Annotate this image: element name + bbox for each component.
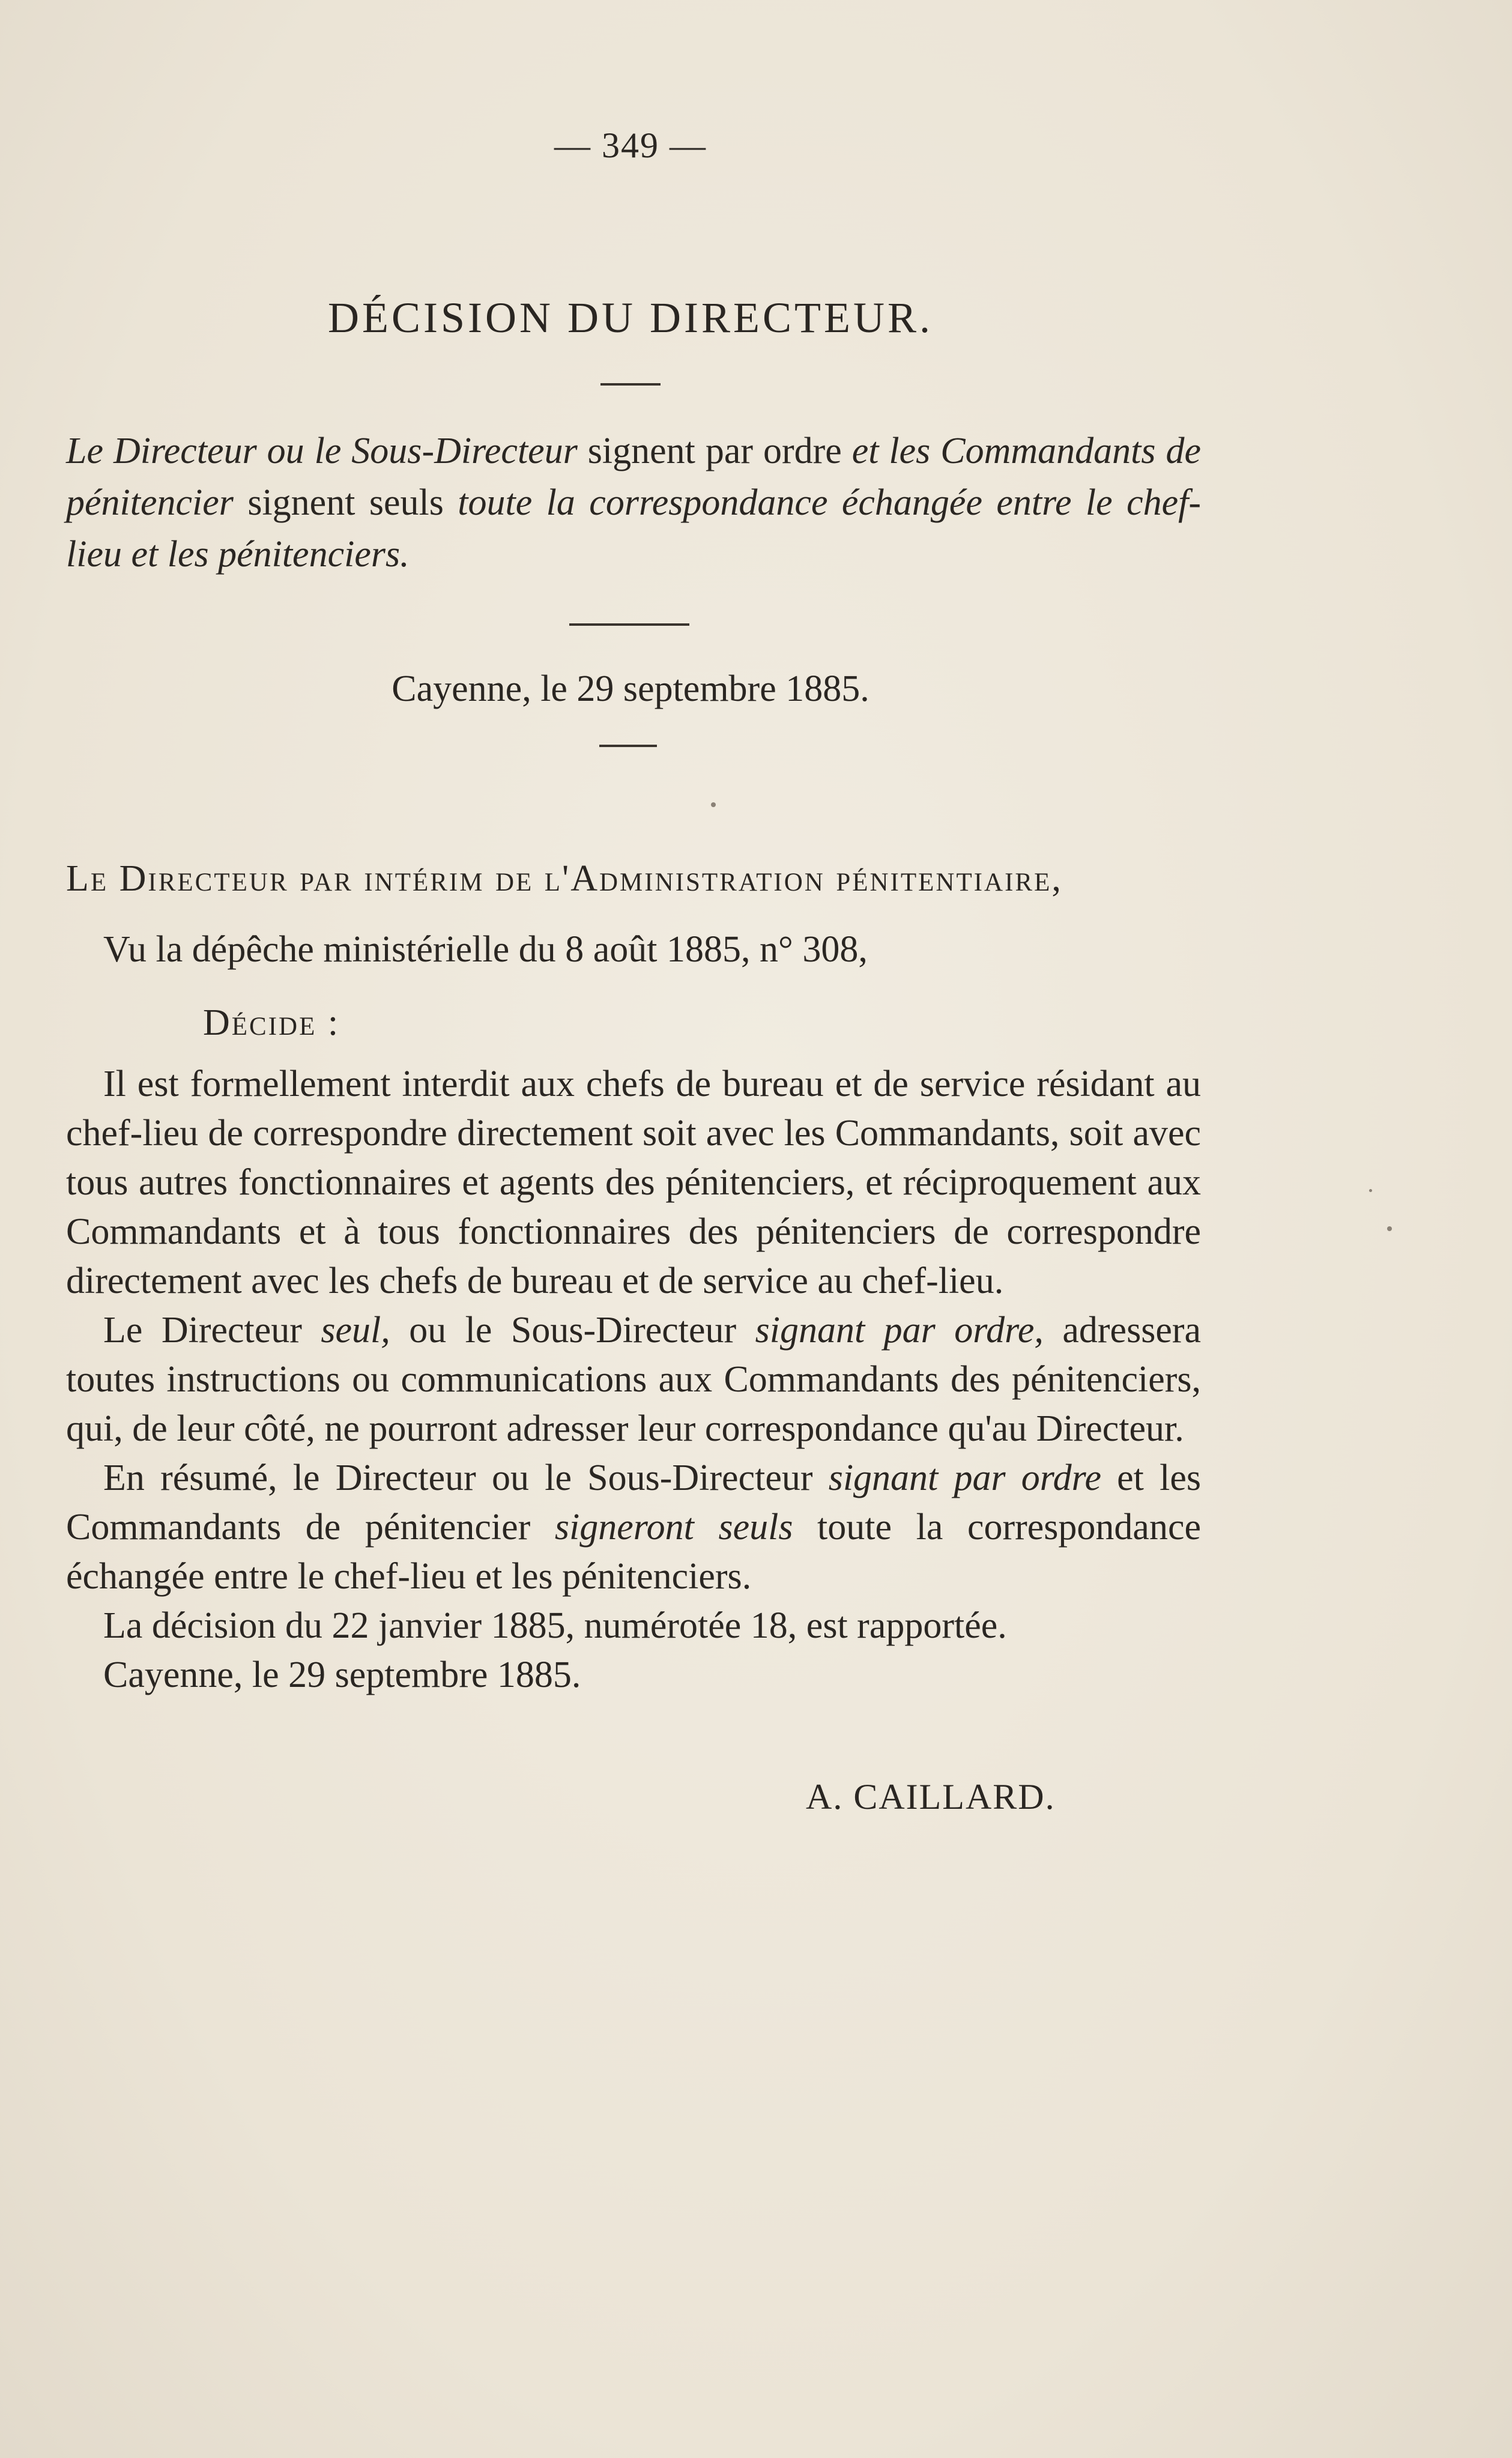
summary-part-3: et les Commandants de pénitencier <box>66 431 1201 523</box>
summary-part-1: Le Directeur ou le Sous-Directeur <box>66 431 578 471</box>
p3-part-4: signeront seuls <box>554 1507 793 1548</box>
summary-part-2: signent par ordre <box>577 431 852 471</box>
p2-part-2: seul, <box>321 1310 390 1351</box>
p3-part-3: et les Commandants de pénitencier <box>66 1458 1201 1548</box>
p2-part-3: ou le Sous-Directeur <box>390 1310 755 1351</box>
p2-part-5: adressera toutes instructions ou communications aux Commandants des pénitenciers, qui, de leur côté, ne pourront adresser leur correspondance qu'au Directeur. <box>66 1310 1202 1449</box>
body-paragraph-5: Cayenne, le 29 septembre 1885. <box>103 1654 581 1695</box>
date-rule <box>599 745 657 747</box>
body-paragraph-4: La décision du 22 janvier 1885, numérotée 18, est rapportée. <box>103 1605 1007 1646</box>
signature: A. CAILLARD. <box>806 1777 1056 1817</box>
page-number: — 349 — <box>554 126 707 165</box>
summary-part-5: toute la correspondance échangée entre le chef-lieu et les pénitenciers. <box>66 482 1201 575</box>
p3-part-2: signant par ordre <box>828 1458 1101 1498</box>
p2-part-1: Le Directeur <box>103 1310 321 1351</box>
body-paragraph-3 <box>66 1453 1201 1601</box>
paper-speck <box>711 802 716 807</box>
decision-body <box>66 1059 1201 1700</box>
summary-rule <box>569 623 689 626</box>
p2-part-4: signant par ordre, <box>755 1310 1044 1351</box>
title-rule <box>600 383 661 386</box>
decide-heading: Décide : <box>203 1002 340 1043</box>
p3-part-5: toute la correspondance échangée entre le chef-lieu et les pénitenciers. <box>66 1507 1201 1597</box>
vu-clause: Vu la dépêche ministérielle du 8 août 1885, n° 308, <box>103 929 868 970</box>
place-date-header: Cayenne, le 29 septembre 1885. <box>392 668 869 709</box>
decision-summary <box>66 425 1201 580</box>
decision-title: DÉCISION DU DIRECTEUR. <box>328 294 933 342</box>
summary-part-4: signent seuls <box>233 482 458 523</box>
authority-line: Le Directeur par intérim de l'Administration pénitentiaire, <box>66 858 1063 899</box>
p3-part-1: En résumé, le Directeur ou le Sous-Directeur <box>103 1458 829 1498</box>
body-paragraph-1: Il est formellement interdit aux chefs de bureau et de service résidant au chef-lieu de correspondre directement soit avec les Commandants, soit avec tous autres fonctionnaires et agents des pénitenciers, et réciproquement aux Commandants et à tous fonctionnaires des pénitenciers de correspondre directement avec les chefs de bureau et de service au chef-lieu. <box>66 1064 1201 1301</box>
body-paragraph-2 <box>66 1306 1201 1453</box>
paper-speck <box>1387 1226 1392 1231</box>
paper-speck <box>1369 1189 1372 1192</box>
